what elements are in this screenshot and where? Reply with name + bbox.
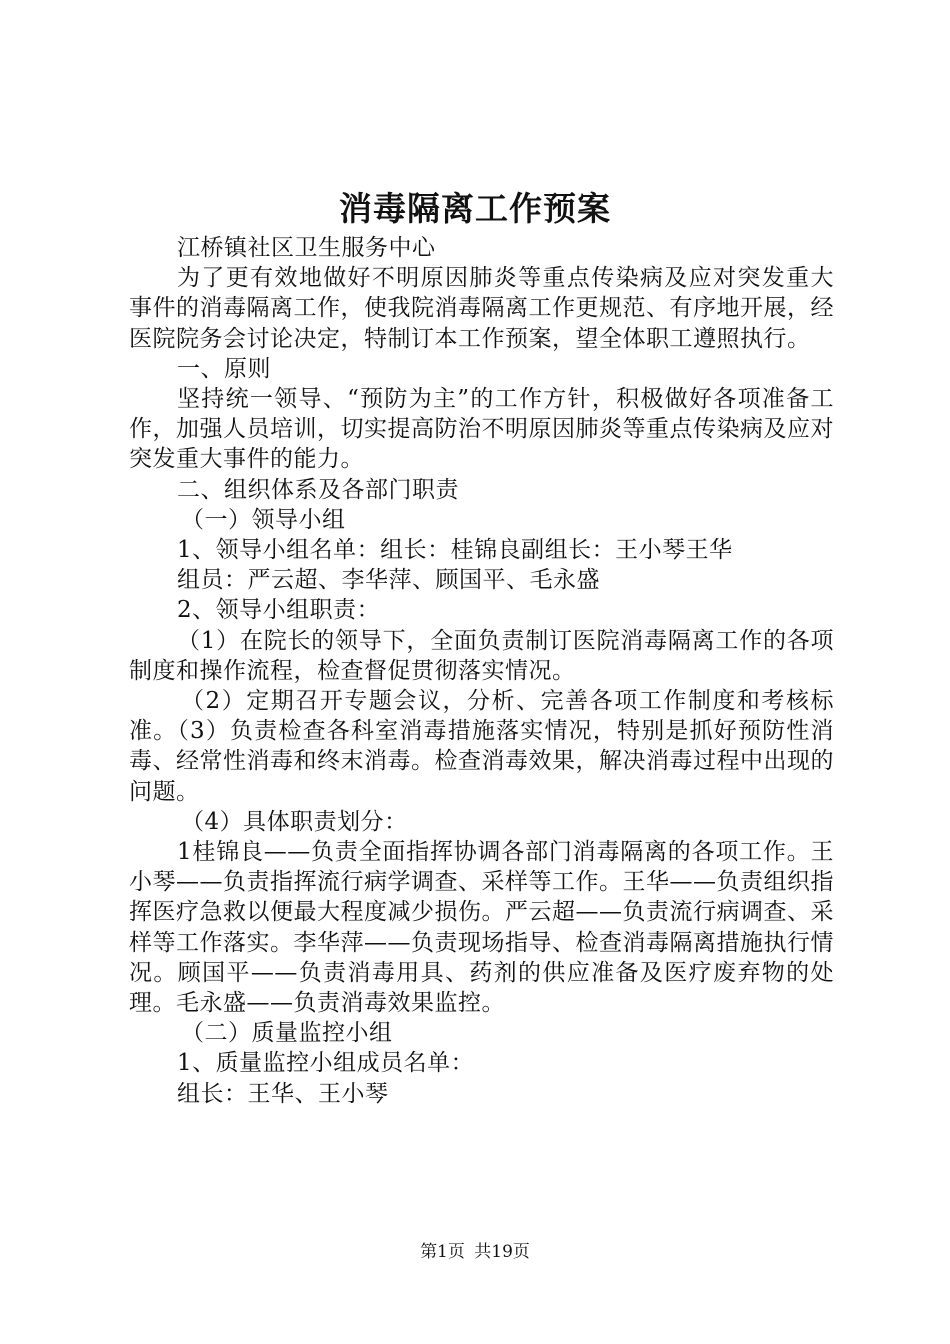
duty-item-2-3: （2）定期召开专题会议，分析、完善各项工作制度和考核标准。（3）负责检查各科室消毒措施落实情况，特别是抓好预防性消毒、经常性消毒和终末消毒。检查消毒效果，解决消毒过程中出现的问题。 bbox=[129, 688, 834, 805]
document-title: 消毒隔离工作预案 bbox=[339, 189, 611, 228]
duty-division-heading: （4）具体职责划分： bbox=[181, 808, 408, 835]
leadership-group-members: 组员：严云超、李华萍、顾国平、毛永盛 bbox=[177, 567, 600, 594]
quality-members-heading: 1、质量监控小组成员名单： bbox=[177, 1050, 475, 1077]
section-heading-organization: 二、组织体系及各部门职责 bbox=[177, 476, 459, 503]
subsection-heading-leadership: （一）领导小组 bbox=[181, 506, 346, 533]
quality-group-leaders: 组长：王华、王小琴 bbox=[177, 1080, 389, 1107]
section-heading-principles: 一、原则 bbox=[177, 355, 271, 382]
duty-division-paragraph: 1桂锦良——负责全面指挥协调各部门消毒隔离的各项工作。王小琴——负责指挥流行病学调查、采样等工作。王华——负责组织指挥医疗急救以便最大程度减少损伤。严云超——负责流行病调查、采样等工作落实。李华萍——负责现场指导、检查消毒隔离措施执行情况。顾国平——负责消毒用具、药剂的供应准备及医疗废弃物的处理。毛永盛——负责消毒效果监控。 bbox=[129, 839, 834, 1017]
document-body bbox=[129, 233, 834, 1109]
leadership-duties-heading: 2、领导小组职责： bbox=[177, 597, 381, 624]
subsection-heading-quality: （二）质量监控小组 bbox=[181, 1020, 393, 1047]
duty-item-1: （1）在院长的领导下，全面负责制订医院消毒隔离工作的各项制度和操作流程，检查督促贯彻落实情况。 bbox=[129, 627, 834, 684]
intro-paragraph: 为了更有效地做好不明原因肺炎等重点传染病及应对突发重大事件的消毒隔离工作，使我院消毒隔离工作更规范、有序地开展，经医院院务会讨论决定，特制订本工作预案，望全体职工遵照执行。 bbox=[129, 265, 834, 352]
principles-paragraph: 坚持统一领导、“预防为主”的工作方针，积极做好各项准备工作，加强人员培训，切实提高防治不明原因肺炎等重点传染病及应对突发重大事件的能力。 bbox=[129, 386, 834, 473]
organization-name: 江桥镇社区卫生服务中心 bbox=[177, 235, 436, 261]
leadership-members: 1、领导小组名单：组长：桂锦良副组长：王小琴王华 bbox=[177, 537, 733, 564]
page-footer: 第1页 共19页 bbox=[420, 1242, 530, 1262]
